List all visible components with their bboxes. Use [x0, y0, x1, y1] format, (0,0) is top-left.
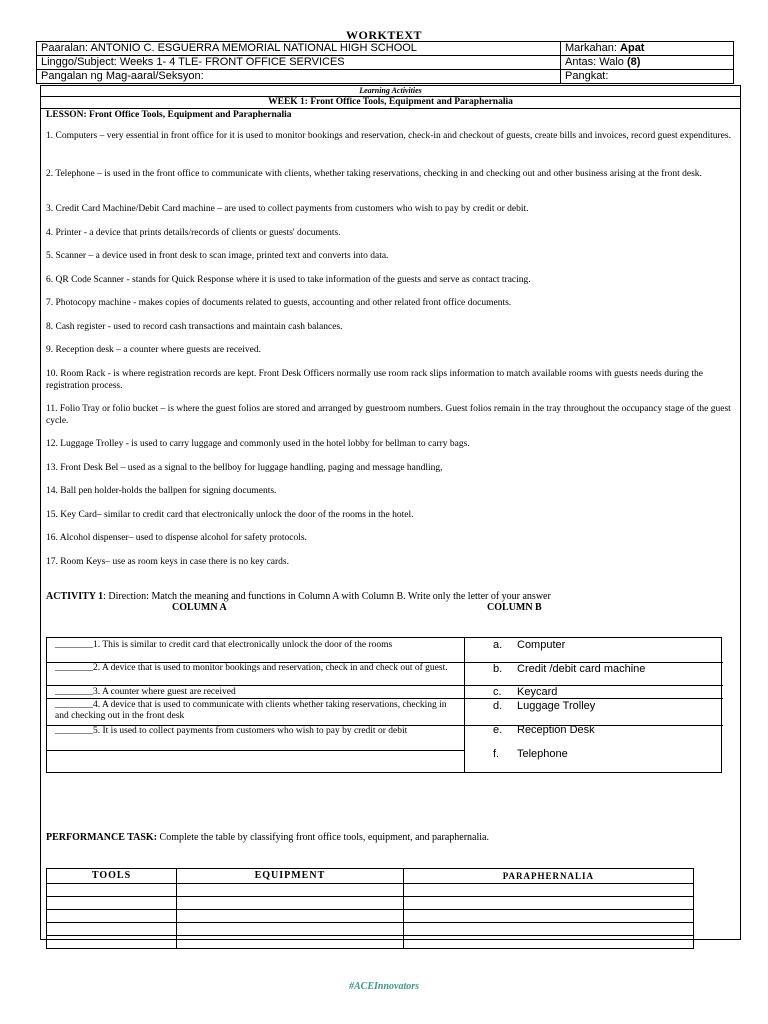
lesson-item: 10. Room Rack - is where registration records are kept. Front Desk Officers normally use room rack slips information to match available rooms with guests needs during the registration process. [46, 369, 704, 391]
table-cell[interactable] [47, 936, 177, 949]
option-text: Credit /debit card machine [517, 663, 646, 675]
table-cell[interactable] [47, 923, 177, 936]
activity-text: : Direction: Match the meaning and functions in Column A with Column B. Write only the letter of your answer [103, 591, 551, 602]
lesson-item: 13. Front Desk Bel – used as a signal to the bellboy for luggage handling, paging and message handling, [46, 463, 443, 473]
header-table [36, 41, 734, 84]
lesson-item: 12. Luggage Trolley - is used to carry luggage and commonly used in the hotel lobby for bellman to carry bags. [46, 439, 470, 449]
table-row [47, 884, 694, 897]
question-2: ________2. A device that is used to monitor bookings and reservation, check in and check out of guest. [55, 663, 448, 673]
week-heading: WEEK 1: Front Office Tools, Equipment and Paraphernalia [41, 97, 740, 109]
row-divider [47, 698, 723, 699]
lesson-title: LESSON: Front Office Tools, Equipment and Paraphernalia [46, 110, 292, 120]
table-cell[interactable] [177, 910, 404, 923]
lesson-item: 6. QR Code Scanner - stands for Quick Response where it is used to take information of the guests and serve as contact tracing. [46, 275, 531, 285]
performance-label: PERFORMANCE TASK: [46, 832, 158, 843]
option-letter: c. [493, 686, 502, 698]
lesson-item: 14. Ball pen holder-holds the ballpen for signing documents. [46, 486, 277, 496]
equipment-header: EQUIPMENT [177, 869, 404, 884]
student-name-cell: Pangalan ng Mag-aaral/Seksyon: [37, 70, 561, 84]
option-letter: e. [493, 724, 503, 736]
question-1: ________1. This is similar to credit card that electronically unlock the door of the rooms [55, 640, 393, 650]
antas-value: (8) [626, 56, 641, 68]
footer-hashtag: #ACEInnovators [348, 981, 420, 992]
column-divider [464, 638, 465, 772]
column-b-header: COLUMN B [487, 602, 542, 613]
question-5: ________5. It is used to collect payments from customers who wish to pay by credit or debit [55, 726, 408, 736]
table-cell[interactable] [403, 910, 693, 923]
performance-text: Complete the table by classifying front office tools, equipment, and paraphernalia. [157, 832, 489, 843]
school-cell: Paaralan: ANTONIO C. ESGUERRA MEMORIAL NATIONAL HIGH SCHOOL [37, 42, 561, 56]
option-letter: d. [493, 700, 503, 712]
lesson-item: 1. Computers – very essential in front office for it is used to monitor bookings and reservation, check-in and checkout of guests, create bills and invoices, record guest expenditures. [46, 131, 731, 141]
option-text: Computer [517, 639, 566, 651]
learning-activities-heading: Learning Activities [41, 85, 740, 97]
tools-header: TOOLS [47, 869, 177, 884]
table-cell[interactable] [177, 936, 404, 949]
table-cell[interactable] [403, 923, 693, 936]
table-cell[interactable] [177, 884, 404, 897]
page-title: WORKTEXT [345, 28, 422, 42]
row-divider [47, 750, 465, 751]
lesson-item: 5. Scanner – a device used in front desk to scan image, printed text and converts into data. [46, 251, 389, 261]
table-cell[interactable] [403, 936, 693, 949]
performance-task [46, 832, 489, 843]
subject-cell: Linggo/Subject: Weeks 1- 4 TLE- FRONT OFFICE SERVICES [37, 56, 561, 70]
column-a-header: COLUMN A [172, 602, 227, 613]
activity-label: ACTIVITY 1 [46, 591, 104, 602]
markahan-cell [561, 42, 734, 56]
markahan-value: Apat [620, 42, 645, 54]
row-divider [47, 685, 723, 686]
lesson-item: 17. Room Keys– use as room keys in case there is no key cards. [46, 557, 289, 567]
option-text: Telephone [517, 748, 568, 760]
question-4: ________4. A device that is used to communicate with clients whether taking reservations, checking in and checking out in the front desk [55, 700, 447, 721]
table-row [47, 897, 694, 910]
lesson-item: 8. Cash register - used to record cash transactions and maintain cash balances. [46, 322, 343, 332]
lesson-item: 15. Key Card– similar to credit card that electronically unlock the door of the rooms in the hotel. [46, 510, 414, 520]
lesson-item: 4. Printer - a device that prints details/records of clients or guests' documents. [46, 228, 341, 238]
table-cell[interactable] [177, 923, 404, 936]
table-row [47, 936, 694, 949]
table-cell[interactable] [177, 897, 404, 910]
option-letter: b. [493, 663, 503, 675]
option-text: Reception Desk [517, 724, 595, 736]
lesson-item: 9. Reception desk – a counter where guests are received. [46, 345, 261, 355]
pangkat-cell: Pangkat: [561, 70, 734, 84]
antas-cell [561, 56, 734, 70]
option-letter: a. [493, 639, 503, 651]
classification-table [46, 868, 694, 949]
paraphernalia-header: PARAPHERNALIA [403, 869, 693, 884]
option-text: Luggage Trolley [517, 700, 596, 712]
markahan-label: Markahan: [565, 42, 621, 54]
table-cell[interactable] [47, 897, 177, 910]
table-cell[interactable] [403, 884, 693, 897]
antas-label: Antas: Walo [565, 56, 627, 68]
table-row [47, 910, 694, 923]
table-cell[interactable] [403, 897, 693, 910]
option-letter: f. [493, 748, 500, 760]
lesson-item: 16. Alcohol dispenser– used to dispense alcohol for safety protocols. [46, 533, 307, 543]
activity-direction [46, 591, 736, 603]
table-cell[interactable] [47, 884, 177, 897]
lesson-item: 7. Photocopy machine - makes copies of documents related to guests, accounting and other related front office documents. [46, 298, 512, 308]
lesson-item: 11. Folio Tray or folio bucket – is where the guest folios are stored and arranged by guestroom numbers. Guest folios remain in the tray throughout the occupancy stage of the guest cycle. [46, 404, 731, 426]
table-cell[interactable] [47, 910, 177, 923]
lesson-item: 3. Credit Card Machine/Debit Card machine – are used to collect payments from customers who wish to pay by credit or debit. [46, 204, 529, 214]
question-3: ________3. A counter where guest are received [55, 687, 236, 697]
option-text: Keycard [517, 686, 558, 698]
matching-table [46, 637, 722, 773]
lesson-item: 2. Telephone – is used in the front office to communicate with clients, whether taking reservations, checking in and checking out and other business arising at the front desk. [46, 169, 702, 179]
table-row [47, 923, 694, 936]
